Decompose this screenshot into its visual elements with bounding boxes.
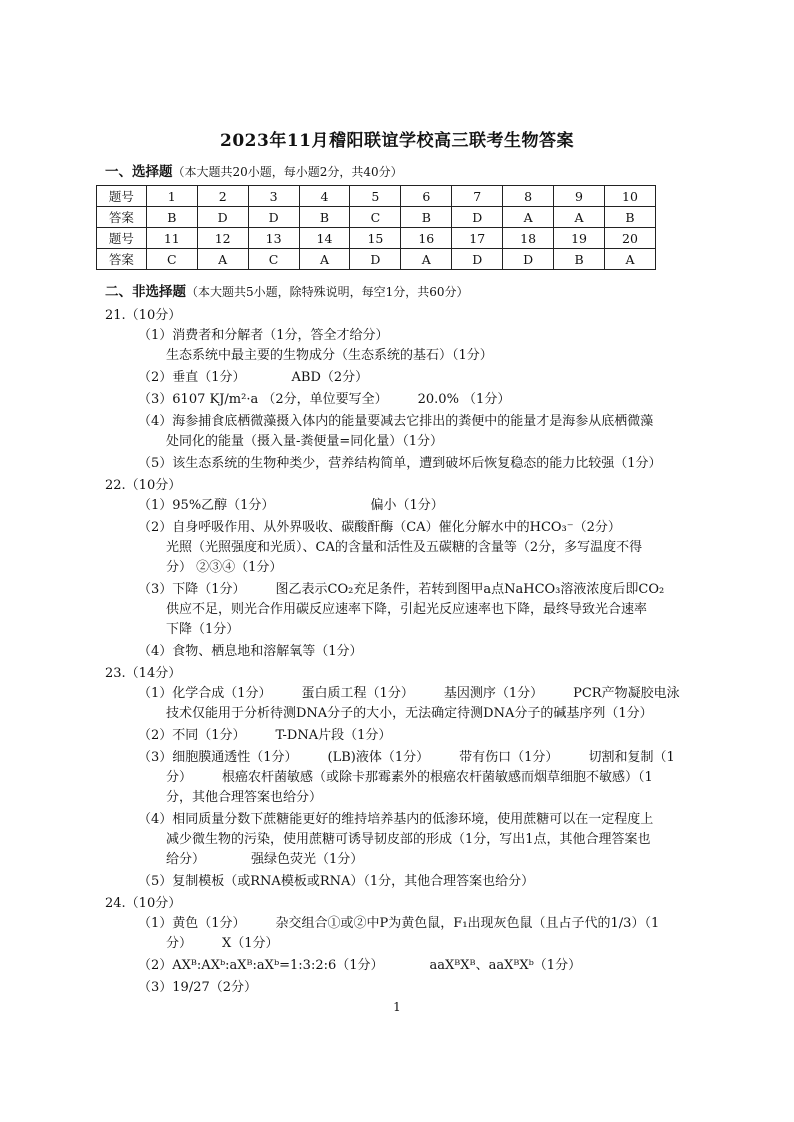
table-cell: 13 (248, 228, 299, 249)
table-cell: B (554, 249, 605, 270)
table-cell: 19 (554, 228, 605, 249)
table-cell: 9 (554, 186, 605, 207)
table-row-header: 题号 (97, 186, 147, 207)
q23-answer-1e: 技术仅能用于分析待测DNA分子的大小，无法确定待测DNA分子的碱基序列（1分） (166, 706, 653, 721)
table-cell: D (350, 249, 401, 270)
table-cell: A (299, 249, 350, 270)
table-row-header: 答案 (97, 207, 147, 228)
table-cell: D (452, 207, 503, 228)
q22-answer-3a: （3）下降（1分） (138, 582, 246, 597)
q23-answer-1b: 蛋白质工程（1分） (301, 686, 414, 701)
table-cell: 6 (401, 186, 452, 207)
q24-number: 24.（10分） (105, 896, 182, 911)
q21-answer-1: （1）消费者和分解者（1分，答全才给分） (138, 328, 389, 343)
section-1-heading (105, 160, 403, 180)
table-cell: 20 (604, 228, 655, 249)
q22-answer-4: （4）食物、栖息地和溶解氧等（1分） (138, 644, 363, 659)
q23-answer-4c: 给分） (166, 852, 206, 867)
q23-answer-2b: T-DNA片段（1分） (275, 728, 392, 743)
page-title: 2023年11月稽阳联谊学校高三联考生物答案 (220, 131, 574, 151)
table-cell: D (503, 249, 554, 270)
q23-answer-3c: 带有伤口（1分） (459, 750, 559, 765)
section-1-note: （本大题共20小题，每小题2分，共40分） (172, 165, 403, 179)
table-cell: 5 (350, 186, 401, 207)
q23-answer-1c: 基因测序（1分） (443, 686, 544, 701)
q23-answer-5: （5）复制模板（或RNA模板或RNA）（1分，其他合理答案也给分） (138, 874, 535, 889)
q22-number: 22.（10分） (105, 478, 182, 493)
table-cell: 12 (197, 228, 248, 249)
q23-answer-3-cont (166, 768, 653, 788)
q23-answer-4b: 减少微生物的污染，使用蔗糖可诱导韧皮部的形成（1分，写出1点，其他合理答案也 (166, 832, 651, 847)
q24-answer-2b: aaXᴮXᴮ、aaXᴮXᵇ（1分） (429, 958, 582, 973)
q23-answer-3b: (LB)液体（1分） (327, 750, 430, 765)
section-2-note: （本大题共5小题，除特殊说明，每空1分，共60分） (186, 285, 469, 299)
table-cell: 8 (503, 186, 554, 207)
table-cell: 14 (299, 228, 350, 249)
table-cell: 17 (452, 228, 503, 249)
table-cell: 11 (146, 228, 197, 249)
table-row (97, 186, 656, 207)
table-cell: B (401, 207, 452, 228)
q21-answer-4b: 处同化的能量（摄入量-粪便量=同化量）（1分） (166, 434, 444, 449)
answer-table (96, 185, 656, 270)
q22-answer-3d: 下降（1分） (166, 622, 240, 637)
table-row (97, 228, 656, 249)
q23-answer-4-cont (166, 850, 363, 870)
table-cell: 10 (604, 186, 655, 207)
q21-answer-5: （5）该生态系统的生物种类少，营养结构简单，遭到破坏后恢复稳态的能力比较强（1分） (138, 456, 662, 471)
table-cell: D (452, 249, 503, 270)
section-2-title: 二、非选择题 (105, 284, 186, 300)
q23-answer-1d: PCR产物凝胶电泳 (573, 686, 680, 701)
section-1-title: 一、选择题 (105, 164, 173, 180)
table-cell: A (503, 207, 554, 228)
q23-number: 23.（14分） (105, 666, 182, 681)
table-cell: 1 (146, 186, 197, 207)
q21-answer-2b: ABD（2分） (291, 370, 369, 385)
table-cell: B (146, 207, 197, 228)
table-cell: 2 (197, 186, 248, 207)
q24-answer-1c: 分） (166, 936, 193, 951)
table-cell: 16 (401, 228, 452, 249)
q23-answer-4d: 强绿色荧光（1分） (251, 852, 364, 867)
q22-answer-2c: 分） ②③④（1分） (166, 560, 283, 575)
q21-answer-4: （4）海参捕食底栖微藻摄入体内的能量要减去它排出的粪便中的能量才是海参从底栖微藻 (138, 414, 654, 429)
section-2-heading (105, 280, 469, 300)
q22-answer-2b: 光照（光照强度和光质）、CA的含量和活性及五碳糖的含量等（2分，多写温度不得 (166, 540, 643, 555)
q23-answer-3d: 切割和复制（1 (588, 750, 675, 765)
table-cell: A (401, 249, 452, 270)
q22-answer-2: （2）自身呼吸作用、从外界吸收、碳酸酐酶（CA）催化分解水中的HCO₃⁻（2分） (138, 520, 621, 535)
q24-answer-1d: X（1分） (222, 936, 279, 951)
table-row (97, 207, 656, 228)
q21-answer-1b: 生态系统中最主要的生物成分（生态系统的基石）（1分） (166, 348, 493, 363)
table-row (97, 249, 656, 270)
q23-answer-3 (138, 748, 675, 768)
table-cell: D (197, 207, 248, 228)
q24-answer-3: （3）19/27（2分） (138, 980, 258, 995)
q23-answer-3a: （3）细胞膜通透性（1分） (138, 750, 298, 765)
table-row-header: 答案 (97, 249, 147, 270)
table-cell: A (554, 207, 605, 228)
table-cell: C (248, 249, 299, 270)
q23-answer-2 (138, 726, 391, 746)
q21-answer-3a: （3）6107 KJ/m²·a （2分，单位要写全） (138, 392, 388, 407)
table-cell: 4 (299, 186, 350, 207)
table-cell: A (604, 249, 655, 270)
q22-answer-1a: （1）95%乙醇（1分） (138, 498, 275, 513)
q23-answer-3f: 根癌农杆菌敏感（或除卡那霉素外的根癌农杆菌敏感而烟草细胞不敏感）（1 (222, 770, 653, 785)
q21-answer-3 (138, 390, 510, 410)
table-row-header: 题号 (97, 228, 147, 249)
table-cell: 7 (452, 186, 503, 207)
q21-answer-2a: （2）垂直（1分） (138, 370, 246, 385)
table-cell: A (197, 249, 248, 270)
q21-answer-3b: 20.0% （1分） (417, 392, 511, 407)
q21-answer-2 (138, 368, 368, 388)
q24-answer-1-cont (166, 934, 279, 954)
q24-answer-1b: 杂交组合①或②中P为黄色鼠，F₁出现灰色鼠（且占子代的1/3）（1 (275, 916, 660, 931)
table-cell: C (350, 207, 401, 228)
q24-answer-1a: （1）黄色（1分） (138, 916, 246, 931)
q23-answer-4: （4）相同质量分数下蔗糖能更好的维持培养基内的低渗环境，使用蔗糖可以在一定程度上 (138, 812, 654, 827)
q22-answer-1 (138, 496, 444, 516)
table-cell: D (248, 207, 299, 228)
table-cell: B (604, 207, 655, 228)
table-cell: 3 (248, 186, 299, 207)
table-cell: 15 (350, 228, 401, 249)
q23-answer-1a: （1）化学合成（1分） (138, 686, 272, 701)
q23-answer-2a: （2）不同（1分） (138, 728, 246, 743)
q24-answer-2 (138, 956, 581, 976)
q23-answer-3g: 分，其他合理答案也给分） (166, 790, 323, 805)
q24-answer-1 (138, 914, 659, 934)
q23-answer-1 (138, 684, 680, 704)
q22-answer-3b: 图乙表示CO₂充足条件，若转到图甲a点NaHCO₃溶液浓度后即CO₂ (275, 582, 665, 597)
q22-answer-3 (138, 580, 664, 600)
q24-answer-2a: （2）AXᴮ:AXᵇ:aXᴮ:aXᵇ=1:3:2:6（1分） (138, 958, 384, 973)
q22-answer-3c: 供应不足，则光合作用碳反应速率下降，引起光反应速率也下降，最终导致光合速率 (166, 602, 648, 617)
table-cell: B (299, 207, 350, 228)
table-cell: C (146, 249, 197, 270)
table-cell: 18 (503, 228, 554, 249)
q22-answer-1b: 偏小（1分） (370, 498, 444, 513)
q23-answer-3e: 分） (166, 770, 193, 785)
page-number: 1 (393, 1000, 401, 1014)
q21-number: 21.（10分） (105, 308, 182, 323)
